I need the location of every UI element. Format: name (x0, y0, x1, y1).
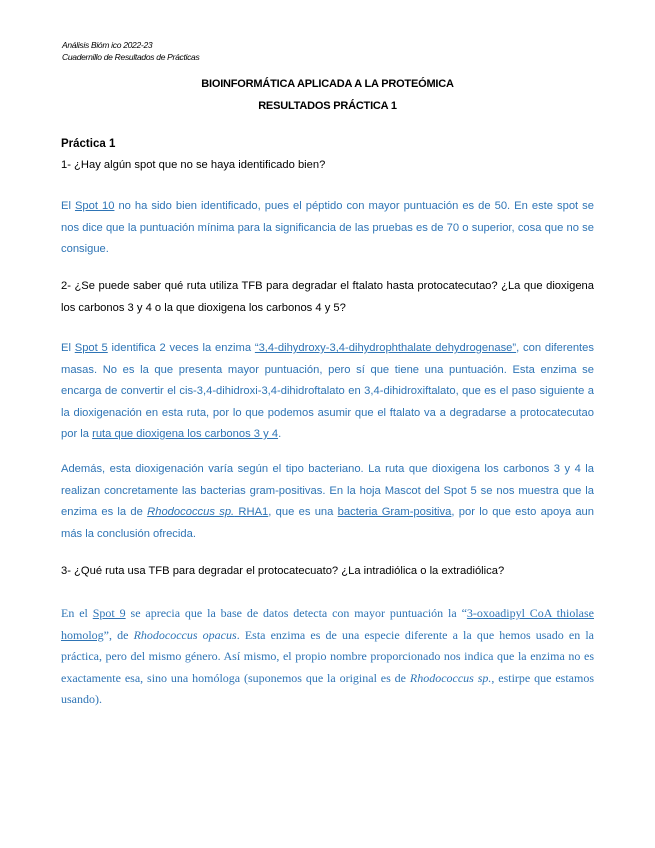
document-subtitle: RESULTADOS PRÁCTICA 1 (258, 100, 397, 112)
question-3: 3- ¿Qué ruta usa TFB para degradar el protocatecuato? ¿La intradiólica o la extradiólica? (61, 565, 505, 577)
answer-2-continued: Además, esta dioxigenación varía según el tipo bacteriano. La ruta que dioxigena los carbonos 3 y 4 la realizan concretamente las bacterias gram-positivas. En la hoja Mascot del Spot 5 se nos muestra que la enzima es la de Rhodococcus sp. RHA1, que es una bacteria Gram-positiva, por lo que esto apoya aun más la conclusión ofrecida. (61, 463, 594, 540)
enzyme-link[interactable]: “3,4-dihydroxy-3,4-dihydrophthalate dehydrogenase” (254, 342, 517, 354)
section-heading: Práctica 1 (61, 138, 116, 150)
document-title: BIOINFORMÁTICA APLICADA A LA PROTEÓMICA (201, 78, 454, 90)
spot-5-link[interactable]: Spot 5 (74, 342, 108, 354)
answer-2: El Spot 5 identifica 2 veces la enzima “3,4-dihydroxy-3,4-dihydrophthalate dehydrogenase”, con diferentes masas. No es la que presenta mayor puntuación, pero sí que tiene una puntuación. Esta enzima se encarga de convertir el cis-3,4-dihidroxi-3,4-dihidroftalato en 3,4-dihidroxiftalato, que es el paso siguiente a la dioxigenación en esta ruta, por lo que podemos asumir que el ftalato va a degradarse a protocatecutao por la ruta que dioxigena los carbonos 3 y 4. (61, 342, 594, 440)
answer-3: En el Spot 9 se aprecia que la base de datos detecta con mayor puntuación la “3-oxoadipyl CoA thiolase homolog”, de Rhodococcus opacus. Esta enzima es de una especie diferente a la que hemos usado en la práctica, pero del mismo género. Así mismo, el propio nombre proporcionado nos indica que la enzima no es exactamente esa, sino una homóloga (suponemos que la original es de Rhodococcus sp., estirpe que estamos usando). (61, 606, 594, 706)
question-2: 2- ¿Se puede saber qué ruta utiliza TFB para degradar el ftalato hasta protocatecutao? ¿La que dioxigena los carbonos 3 y 4 o la que dioxigena los carbonos 4 y 5? (61, 280, 594, 314)
header-notebook: Cuadernillo de Resultados de Prácticas (62, 52, 200, 62)
route-link[interactable]: ruta que dioxigena los carbonos 3 y 4 (92, 428, 279, 440)
question-1: 1- ¿Hay algún spot que no se haya identificado bien? (61, 159, 326, 171)
spot-10-link[interactable]: Spot 10 (74, 200, 115, 212)
gram-positive-link[interactable]: bacteria Gram-positiva (337, 506, 452, 518)
header-course: Análisis Bióm ico 2022-23 (62, 40, 153, 50)
thiolase-link[interactable]: 3-oxoadipyl CoA thiolase homolog (61, 606, 594, 642)
answer-1: El Spot 10 no ha sido bien identificado, pues el péptido con mayor puntuación es de 50. En este spot se nos dice que la puntuación mínima para la significancia de las pruebas es de 70 o superior, cosa que no se consigue. (61, 200, 594, 255)
rhodococcus-link[interactable]: Rhodococcus sp. RHA1 (147, 506, 269, 518)
spot-9-link[interactable]: Spot 9 (92, 606, 126, 620)
